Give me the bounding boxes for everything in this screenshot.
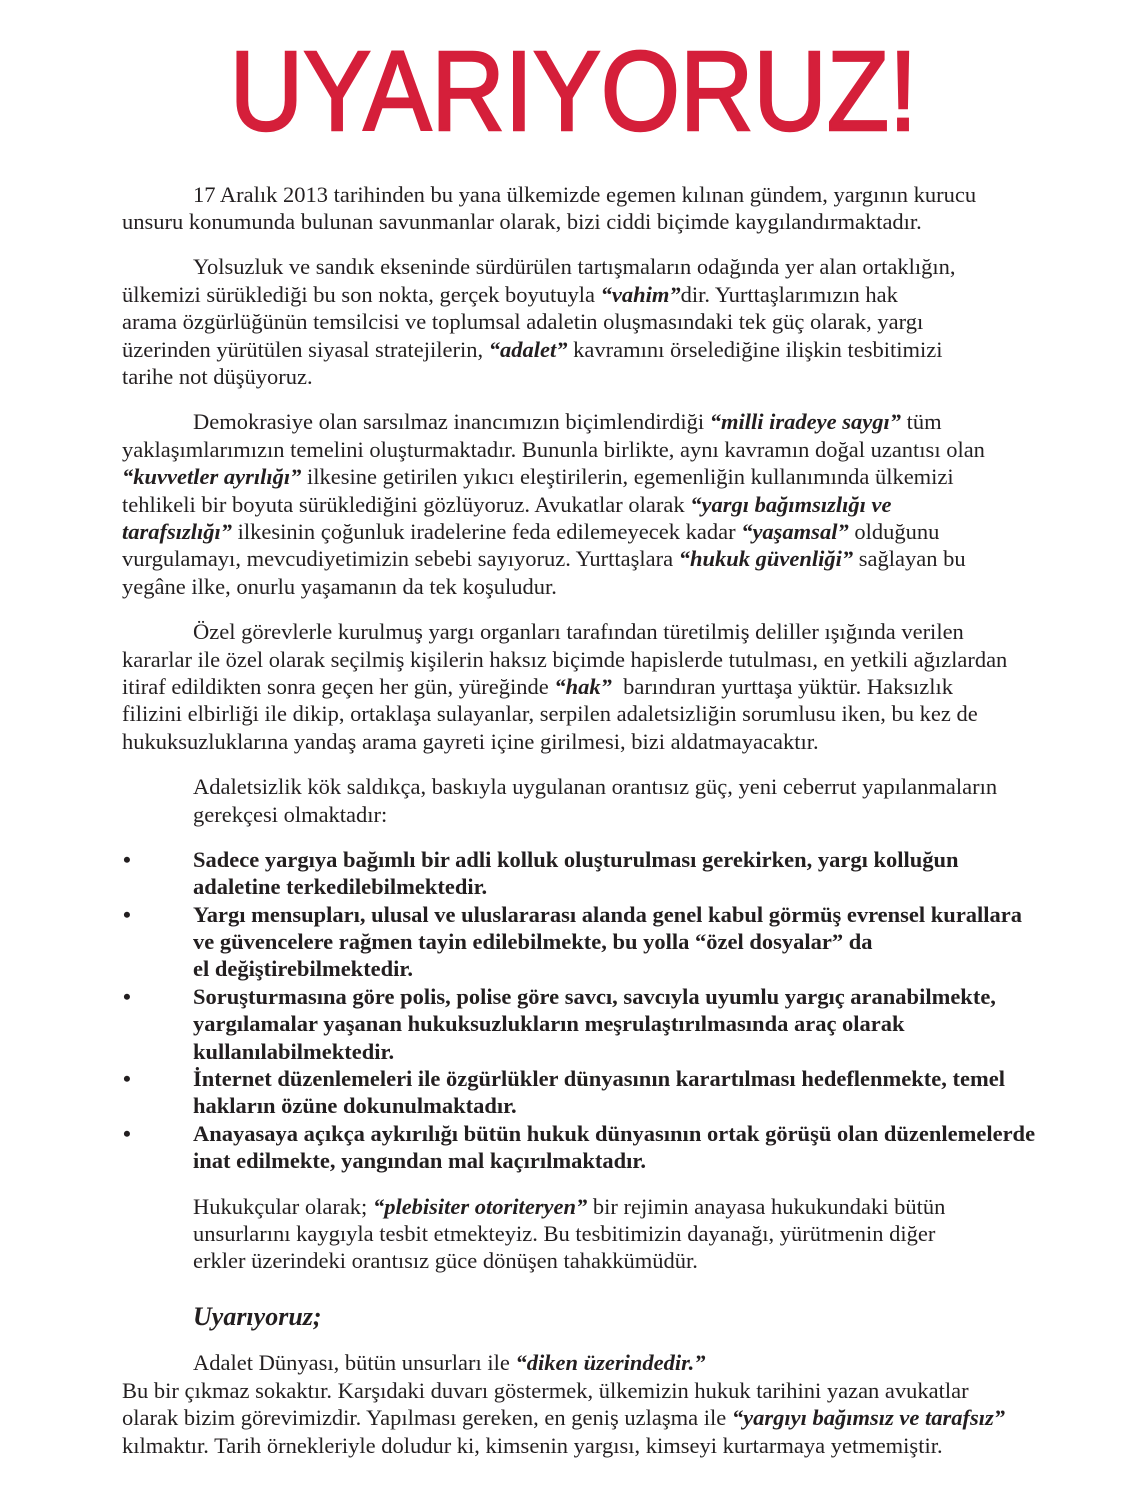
text-run: el değiştirebilmektedir. — [193, 956, 413, 982]
text-run: kullanılabilmektedir. — [193, 1038, 395, 1064]
emphasis-text: “yaşamsal” — [741, 518, 849, 544]
text-run: hukuksuzluklarına yandaş arama gayreti içine girilmesi, bizi aldatmayacaktır. — [122, 728, 819, 754]
text-run: kararlar ile özel olarak seçilmiş kişilerin haksız biçimde hapislerde tutulması, en yetkili ağızlardan — [122, 646, 1008, 672]
text-run: Özel görevlerle kurulmuş yargı organları tarafından türetilmiş deliller ışığında verilen — [193, 619, 964, 645]
paragraph-line — [122, 673, 1082, 700]
bullet-marker: • — [123, 1120, 131, 1146]
text-run: Anayasaya açıkça aykırılığı bütün hukuk dünyasının ortak görüşü olan düzenlemelerde — [193, 1120, 1036, 1146]
text-run: Hukukçular olarak; — [193, 1193, 373, 1219]
bullet-line — [193, 1038, 1082, 1065]
paragraph — [122, 408, 1082, 600]
text-run: ve güvencelere rağmen tayin edilebilmekte, bu yolla “özel dosyalar” da — [193, 929, 873, 955]
emphasis-text: “adalet” — [488, 336, 568, 362]
indented-paragraph — [122, 1193, 1082, 1275]
bullet-line — [193, 846, 1082, 873]
text-run: unsurlarını kaygıyla tesbit etmekteyiz. Bu tesbitimizin dayanağı, yürütmenin diğer — [193, 1220, 936, 1246]
paragraph-line — [122, 408, 1082, 435]
text-run: arama özgürlüğünün temsilcisi ve toplumsal adaletin oluşmasındaki tek güç olarak, yargı — [122, 309, 924, 335]
paragraph-line — [122, 618, 1082, 645]
bullet-item — [122, 1120, 1082, 1175]
paragraph-line — [122, 308, 1082, 335]
bullet-item — [122, 901, 1082, 983]
paragraph-line — [122, 1193, 1082, 1220]
text-run: Yolsuzluk ve sandık ekseninde sürdürülen tartışmaların odağında yer alan ortaklığın, — [193, 254, 956, 280]
paragraph-line — [122, 518, 1082, 545]
paragraph — [122, 1349, 1082, 1459]
text-run: bir rejimin anayasa hukukundaki bütün — [587, 1193, 946, 1219]
emphasis-text: tarafsızlığı” — [122, 518, 233, 544]
bullet-marker: • — [123, 846, 131, 872]
paragraph — [122, 253, 1082, 390]
bullet-line — [193, 1120, 1082, 1147]
bullet-line — [193, 1065, 1082, 1092]
emphasis-text: “hukuk güvenliği” — [678, 546, 854, 572]
bullet-line — [193, 873, 1082, 900]
text-run: barındıran yurttaşa yüktür. Haksızlık — [611, 673, 954, 699]
emphasis-text: “kuvvetler ayrılığı” — [122, 464, 302, 490]
paragraph-line — [122, 181, 1082, 208]
text-run: ülkemizi sürüklediği bu son nokta, gerçek boyutuyla — [122, 281, 601, 307]
bullet-item — [122, 846, 1082, 901]
paragraph-line — [122, 728, 1082, 755]
bullet-line — [193, 928, 1082, 955]
text-run: vurgulamayı, mevcudiyetimizin sebebi sayıyoruz. Yurttaşlara — [122, 546, 679, 572]
text-run: tüm — [900, 409, 942, 435]
paragraph-line — [122, 336, 1082, 363]
paragraph-line — [122, 801, 1082, 828]
paragraph-line — [122, 646, 1082, 673]
paragraph — [122, 181, 1082, 236]
text-run: İnternet düzenlemeleri ile özgürlükler dünyasının karartılması hedeflenmekte, temel — [193, 1066, 1005, 1092]
paragraph-line — [122, 1432, 1082, 1459]
bullet-list — [122, 846, 1082, 1175]
section-heading: Uyarıyoruz; — [193, 1301, 322, 1331]
emphasis-text: “vahim” — [600, 281, 681, 307]
text-run: Demokrasiye olan sarsılmaz inancımızın biçimlendirdiği — [193, 409, 710, 435]
paragraph-line — [122, 1220, 1082, 1247]
paragraph-line — [122, 491, 1082, 518]
paragraph-line — [122, 281, 1082, 308]
text-run: unsuru konumunda bulunan savunmanlar olarak, bizi ciddi biçimde kaygılandırmaktadır. — [122, 209, 922, 235]
text-run: inat edilmekte, yangından mal kaçırılmaktadır. — [193, 1148, 646, 1174]
bullet-marker: • — [123, 983, 131, 1009]
paragraph-line — [122, 1404, 1082, 1431]
paragraph-line — [122, 1377, 1082, 1404]
emphasis-text: “yargıyı bağımsız ve tarafsız” — [731, 1405, 1005, 1431]
text-run: Adaletsizlik kök saldıkça, baskıyla uygulanan orantısız güç, yeni ceberrut yapılanmaların — [193, 774, 998, 800]
document-body — [122, 181, 1082, 1459]
text-run: yaklaşımlarımızın temelini oluşturmaktadır. Bununla birlikte, aynı kavramın doğal uzantısı olan — [122, 436, 985, 462]
emphasis-text: “diken üzerindedir.” — [515, 1350, 706, 1376]
text-run: sağlayan bu — [853, 546, 966, 572]
paragraph-line — [122, 573, 1082, 600]
text-run: Adalet Dünyası, bütün unsurları ile — [193, 1350, 516, 1376]
text-run: üzerinden yürütülen siyasal stratejilerin, — [122, 336, 489, 362]
text-run: hakların özüne dokunulmaktadır. — [193, 1093, 517, 1119]
paragraph-line — [122, 1247, 1082, 1274]
bullet-item — [122, 983, 1082, 1065]
bullet-marker: • — [123, 901, 131, 927]
paragraph-line — [122, 773, 1082, 800]
paragraph-line — [122, 436, 1082, 463]
text-run: yegâne ilke, onurlu yaşamanın da tek koşuludur. — [122, 573, 557, 599]
text-run: gerekçesi olmaktadır: — [193, 801, 388, 827]
emphasis-text: “plebisiter otoriteryen” — [372, 1193, 588, 1219]
text-run: ilkesine getirilen yıkıcı eleştirilerin, egemenliğin kullanımında ülkemizi — [301, 464, 954, 490]
text-run: itiraf edildikten sonra geçen her gün, yüreğinde — [122, 673, 555, 699]
bullet-line — [193, 1010, 1082, 1037]
page-title: UYARIYORUZ! — [229, 28, 918, 154]
paragraph-line — [122, 545, 1082, 572]
text-run: tehlikeli bir boyuta sürüklediğini gözlüyoruz. Avukatlar olarak — [122, 491, 691, 517]
paragraph-line — [122, 208, 1082, 235]
text-run: 17 Aralık 2013 tarihinden bu yana ülkemizde egemen kılınan gündem, yargının kurucu — [193, 181, 977, 207]
text-run: kılmaktır. Tarih örnekleriyle doludur ki, kimsenin yargısı, kimseyi kurtarmaya yetmemiştir. — [122, 1432, 943, 1458]
text-run: adaletine terkedilebilmektedir. — [193, 874, 488, 900]
bullet-line — [193, 1092, 1082, 1119]
text-run: filizini elbirliği ile dikip, ortaklaşa sulayanlar, serpilen adaletsizliğin sorumlusu iken, bu kez de — [122, 701, 978, 727]
text-run: dir. Yurttaşlarımızın hak — [680, 281, 898, 307]
bullet-item — [122, 1065, 1082, 1120]
text-run: olduğunu — [848, 518, 940, 544]
bullet-marker: • — [123, 1066, 131, 1092]
bullet-line — [193, 983, 1082, 1010]
text-run: Soruşturmasına göre polis, polise göre savcı, savcıyla uyumlu yargıç aranabilmekte, — [193, 983, 996, 1009]
paragraph-line — [122, 700, 1082, 727]
paragraph-line — [122, 253, 1082, 280]
emphasis-text: “milli iradeye saygı” — [709, 409, 901, 435]
paragraph-line — [122, 463, 1082, 490]
paragraph-line — [122, 1349, 1082, 1376]
text-run: erkler üzerindeki orantısız güce dönüşen tahakkümüdür. — [193, 1248, 698, 1274]
indented-paragraph — [122, 773, 1082, 828]
text-run: ilkesinin çoğunluk iradelerine feda edilemeyecek kadar — [232, 518, 742, 544]
bullet-line — [193, 1147, 1082, 1174]
emphasis-text: “yargı bağımsızlığı ve — [690, 491, 892, 517]
text-run: Bu bir çıkmaz sokaktır. Karşıdaki duvarı göstermek, ülkemizin hukuk tarihini yazan avukatlar — [122, 1377, 969, 1403]
emphasis-text: “hak” — [554, 673, 612, 699]
text-run: Yargı mensupları, ulusal ve uluslararası alanda genel kabul görmüş evrensel kurallara — [193, 901, 1023, 927]
text-run: yargılamalar yaşanan hukuksuzlukların meşrulaştırılmasında araç olarak — [193, 1011, 905, 1037]
paragraph — [122, 618, 1082, 755]
text-run: Sadece yargıya bağımlı bir adli kolluk oluşturulması gerekirken, yargı kolluğun — [193, 846, 959, 872]
text-run: olarak bizim görevimizdir. Yapılması gereken, en geniş uzlaşma ile — [122, 1405, 732, 1431]
text-run: tarihe not düşüyoruz. — [122, 364, 313, 390]
bullet-line — [193, 955, 1082, 982]
text-run: kavramını örselediğine ilişkin tesbitimizi — [567, 336, 943, 362]
paragraph-line — [122, 363, 1082, 390]
bullet-line — [193, 901, 1082, 928]
